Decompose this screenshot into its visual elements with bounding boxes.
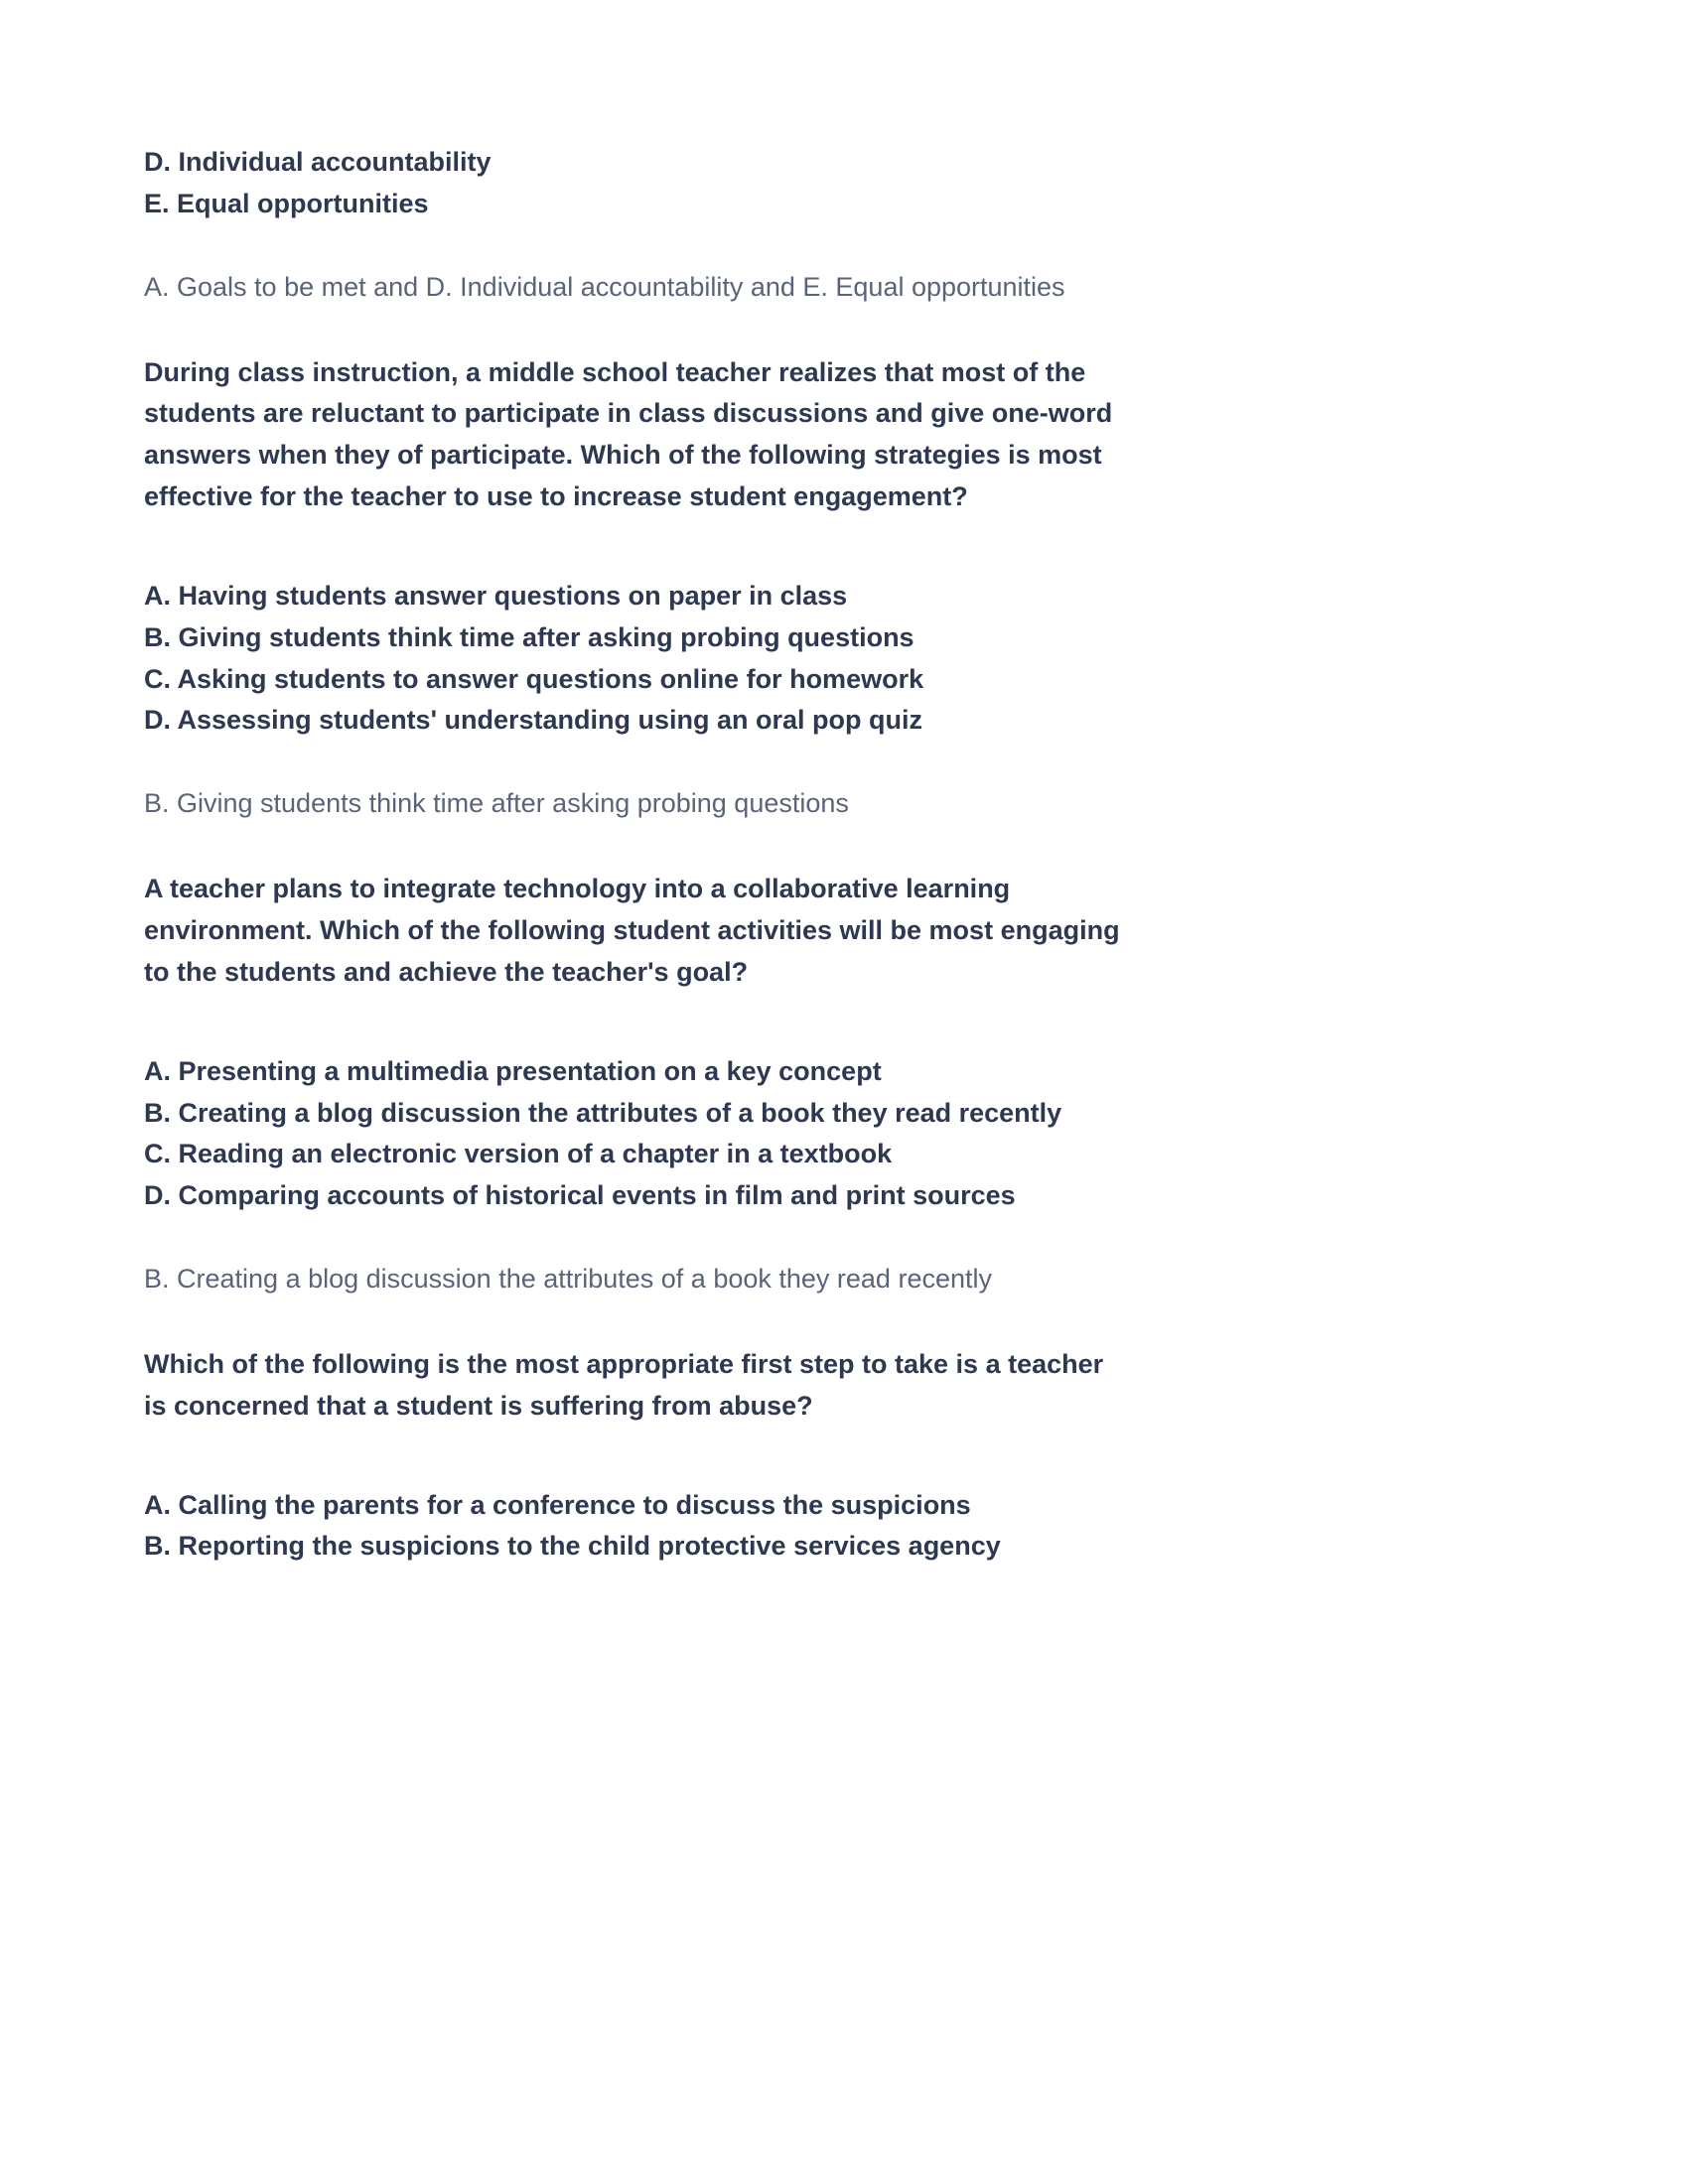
question-paragraph: A teacher plans to integrate technology into a collaborative learning environment. Which of the following student activities will be most engaging to the students and achieve the teacher's goal? bbox=[144, 874, 1120, 987]
answer-option: D. Individual accountability bbox=[144, 147, 492, 177]
correct-answer-text: B. Giving students think time after asking probing questions bbox=[144, 788, 849, 819]
answer-options-block bbox=[144, 576, 1132, 742]
answer-options-block bbox=[144, 1485, 1132, 1569]
answer-option: C. Reading an electronic version of a chapter in a textbook bbox=[144, 1139, 893, 1169]
answer-option: C. Asking students to answer questions online for homework bbox=[144, 663, 924, 694]
answer-options-block bbox=[144, 142, 1132, 225]
answer-option: E. Equal opportunities bbox=[144, 188, 429, 218]
correct-answer-text: A. Goals to be met and D. Individual accountability and E. Equal opportunities bbox=[144, 271, 1065, 302]
question-paragraph: Which of the following is the most appropriate first step to take is a teacher is concerned that a student is suffering from abuse? bbox=[144, 1348, 1104, 1421]
answer-option: A. Having students answer questions on paper in class bbox=[144, 580, 848, 611]
question-paragraph: During class instruction, a middle school teacher realizes that most of the students are reluctant to participate in class discussions and give one-word answers when they of participate. Which of the following strategies is most effective for the teacher to use to increase student engagement? bbox=[144, 356, 1113, 512]
answer-option: B. Creating a blog discussion the attributes of a book they read recently bbox=[144, 1097, 1062, 1128]
answer-option: D. Assessing students' understanding using an oral pop quiz bbox=[144, 705, 922, 736]
answer-option: A. Presenting a multimedia presentation on a key concept bbox=[144, 1055, 882, 1086]
answer-option: B. Reporting the suspicions to the child protective services agency bbox=[144, 1531, 1001, 1562]
answer-options-block bbox=[144, 1051, 1132, 1217]
answer-option: B. Giving students think time after asking probing questions bbox=[144, 621, 914, 652]
answer-option: D. Comparing accounts of historical events in film and print sources bbox=[144, 1180, 1016, 1211]
answer-option: A. Calling the parents for a conference to discuss the suspicions bbox=[144, 1489, 971, 1520]
correct-answer-text: B. Creating a blog discussion the attributes of a book they read recently bbox=[144, 1264, 992, 1295]
document-content bbox=[144, 142, 1132, 1568]
